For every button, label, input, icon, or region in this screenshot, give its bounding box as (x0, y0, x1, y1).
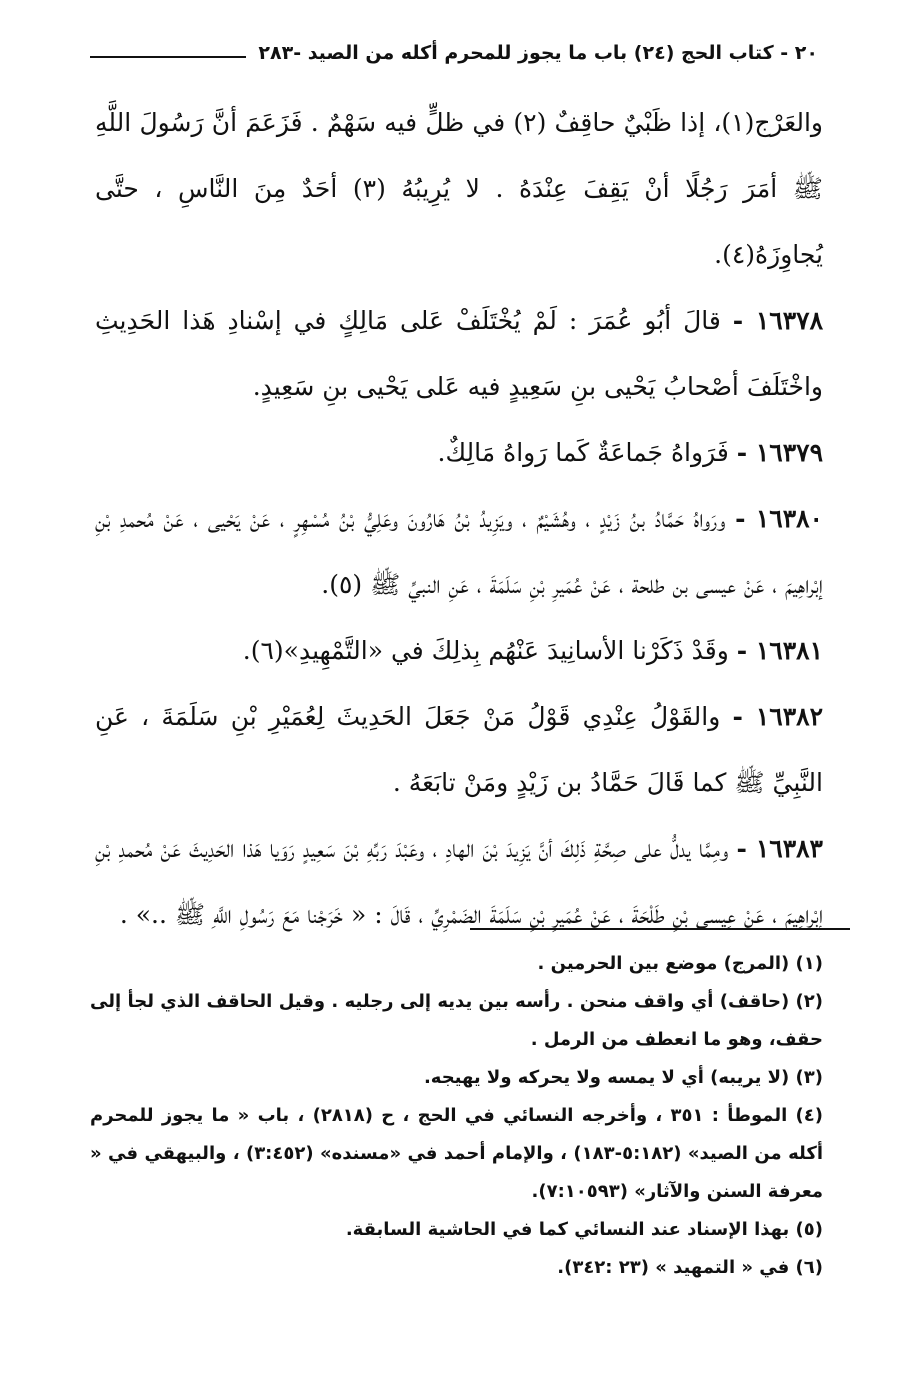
footnote-5: (٥) بهذا الإسناد عند النسائي كما في الحاشية السابقة. (345, 1219, 823, 1240)
footnote-4: (٤) الموطأ : ٣٥١ ، وأخرجه النسائي في الحج ، ح (٢٨١٨) ، باب « ما يجوز للمحرم أكله من الصيد» (٥:١٨٢-١٨٣) ، والإمام أحمد في «مسنده» (٣:٤٥٢) ، والبيهقي في « معرفة السنن والآثار» (٧:١٠٥٩٣). (90, 1105, 824, 1202)
footnote-3: (٣) (لا يريبه) أي لا يمسه ولا يحركه ولا يهيجه. (423, 1067, 823, 1088)
paragraph-16382 (95, 684, 823, 816)
footnote-2: (٢) (حاقف) أي واقف منحن . رأسه بين يديه إلى رجليه . وقيل الحاقف الذي لجأ إلى حقف، وهو ما انعطف من الرمل . (90, 991, 823, 1050)
footnote-separator (470, 928, 850, 930)
main-text (95, 90, 823, 948)
footnote-1: (١) (المرج) موضع بين الحرمين . (537, 953, 823, 974)
running-header (90, 30, 818, 64)
paragraph-text: والقَوْلُ عِنْدِي قَوْلُ مَنْ جَعَلَ الحَدِيثَ لِعُمَيْرِ بْنِ سَلَمَةَ ، عَنِ النَّبِيِّ ﷺ كما قَالَ حَمَّادُ بن زَيْدٍ ومَنْ تابَعَهُ . (95, 702, 823, 797)
paragraph-number: ١٦٣٧٩ - (736, 438, 823, 467)
paragraph-16379 (95, 420, 823, 486)
footnotes (90, 945, 823, 1287)
paragraph-text: قالَ أبُو عُمَرَ : لَمْ يُخْتَلَفْ عَلى مَالِكٍ في إسْنادِ هَذا الحَدِيثِ واخْتَلَفَ أصْحابُ يَحْيى بنِ سَعِيدٍ فيه عَلى يَحْيى بنِ سَعِيدٍ. (95, 306, 823, 401)
header-title: ٢٠ - كتاب الحج (٢٤) باب ما يجوز للمحرم أكله من الصيد -٢٨٣ (258, 42, 818, 64)
paragraph-number: ١٦٣٨٠ - (735, 504, 823, 533)
paragraph-text: فَرَواهُ جَماعَةٌ كَما رَواهُ مَالِكٌ. (437, 438, 729, 467)
paragraph-number: ١٦٣٧٨ - (732, 306, 823, 335)
paragraph-16378 (95, 288, 823, 420)
paragraph-text: ومِمَّا يدلُّ على صِحَّةِ ذَلِكَ أنَّ يَزِيدَ بْنَ الهادِ ، وعَبْدَ رَبِّهِ بْنَ سَعِيدٍ رَوَيا هَذا الحَدِيثَ عَنْ مُحمدِ بْنِ إبْراهِيمَ ، عَنْ عِيسى بْنِ طَلْحَةَ ، عَنْ عُمَيرِ بْنِ سَلَمَةَ الضَمْرِيِّ ، قَالَ : « خَرَجْنا مَعَ رَسُولِ اللَّهِ ﷺ ..» . (95, 834, 823, 929)
header-rule (90, 56, 246, 58)
paragraph-text: وقَدْ ذَكَرْنا الأسانِيدَ عَنْهُم بِذلِكَ في «التَّمْهِيدِ»(٦). (242, 636, 729, 665)
paragraph-continuation (95, 90, 823, 288)
paragraph-16381 (95, 618, 823, 684)
paragraph-text: والعَرْج(١)، إذا ظَبْيٌ حاقِفٌ (٢) في ظلٍّ فيه سَهْمٌ . فَزَعَمَ أنَّ رَسُولَ اللَّهِ ﷺ أمَرَ رَجُلًا أنْ يَقِفَ عِنْدَهُ . لا يُرِيبُهُ (٣) أحَدٌ مِنَ النَّاسِ ، حتَّى يُجاوِزَهُ(٤). (95, 108, 823, 269)
paragraph-number: ١٦٣٨٣ - (736, 834, 823, 863)
paragraph-16380 (95, 486, 823, 618)
paragraph-number: ١٦٣٨١ - (736, 636, 823, 665)
paragraph-text: ورَواهُ حَمَّادُ بنُ زَيْدٍ ، وهُشَيْمٌ ، ويَزِيدُ بْنُ هَارُونَ وعَلِيُّ بْنُ مُسْهِرٍ ، عَنْ يَحْيى ، عَنْ مُحمدِ بْنِ إبْراهِيمَ ، عَنْ عيسى بن طلحة ، عَنْ عُمَيرِ بْنِ سَلَمَةَ ، عَنِ النبيِّ ﷺ (٥). (95, 504, 823, 599)
footnote-6: (٦) في « التمهيد » (٢٣ :٣٤٢). (557, 1257, 823, 1278)
paragraph-number: ١٦٣٨٢ - (732, 702, 823, 731)
